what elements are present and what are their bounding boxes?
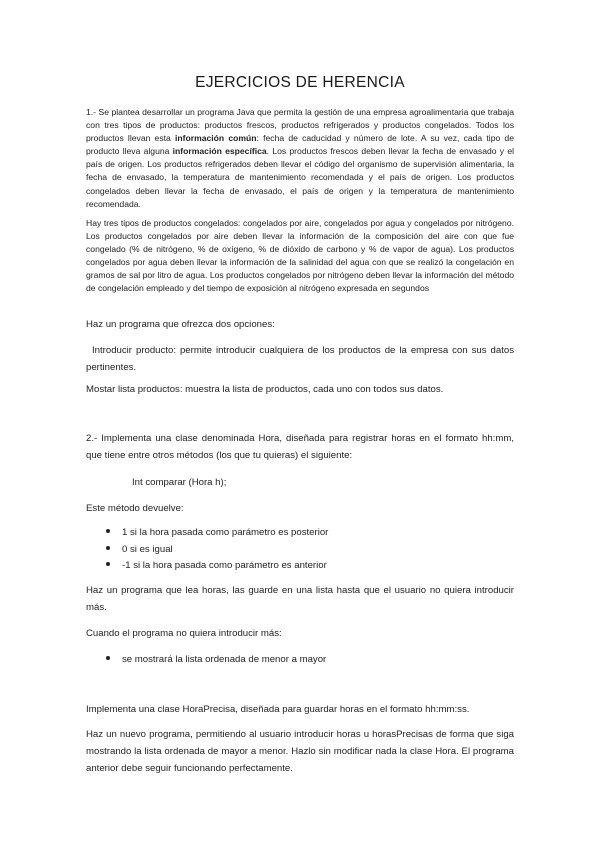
list-item (106, 651, 326, 668)
returns-heading: Este método devuelve: (86, 503, 184, 514)
bullet-icon (106, 562, 110, 566)
hora-precisa-paragraph: Implementa una clase HoraPrecisa, diseñada para guardar horas en el formato hh:mm:ss. (86, 704, 470, 715)
bullet-icon (106, 529, 110, 533)
bold-common-info: información común (175, 133, 257, 144)
page-title: EJERCICIOS DE HERENCIA (195, 74, 405, 91)
bullet-text: -1 si la hora pasada como parámetro es anterior (122, 560, 327, 571)
read-hours-paragraph: Haz un programa que lea horas, las guarde en una lista hasta que el usuario no quiera introducir más. (86, 585, 514, 614)
intro-text-d: . Los productos frescos deben llevar la fecha de envasado y el país de origen. Los productos refrigerados deben llevar el código del organismo de supervisión alimentaria, la fecha de envasado, la temperatura de mantenimiento recomendada y el país de origen. Los productos congelados deben llevar la fecha de envasado, el país de origen y la temperatura de mantenimiento recomendada. (86, 146, 515, 209)
exercise1-intro (86, 106, 514, 211)
options-heading: Haz un programa que ofrezca dos opciones: (86, 319, 275, 330)
bullet-text: 0 si es igual (122, 544, 173, 555)
bullet-icon (106, 656, 110, 660)
intro-text-c: : fecha de caducidad y número de lote. A su vez, cada tipo de producto lleva alguna (86, 133, 514, 157)
list-item (106, 524, 328, 541)
list-item (106, 541, 173, 558)
frozen-types-paragraph: Hay tres tipos de productos congelados: congelados por aire, congelados por agua y congelados por nitrógeno. Los productos congelados por aire deben llevar la información de la composición del aire con que fue congelado (% de nitrógeno, % de oxígeno, % de dióxido de carbono y % de vapor de agua). Los productos congelados por agua deben llevar la información de la salinidad del agua con que se realizó la congelación en gramos de sal por litro de agua. Los productos congelados por nitrógeno deben llevar la información del método de congelación empleado y del tiempo de exposición al nitrógeno expresada en segundos (86, 218, 514, 294)
exercise2-intro: 2.- Implementa una clase denominada Hora, diseñada para registrar horas en el formato hh:mm, que tiene entre otros métodos (los que tu quieras) el siguiente: (86, 433, 514, 462)
method-signature: Int comparar (Hora h); (132, 477, 227, 488)
option-introduce-product: Introducir producto: permite introducir cualquiera de los productos de la empresa con sus datos pertinentes. (86, 345, 514, 374)
bold-specific-info: información específica (172, 146, 267, 157)
option-show-list: Mostar lista productos: muestra la lista de productos, cada uno con todos sus datos. (86, 384, 444, 395)
bullet-text: se mostrará la lista ordenada de menor a mayor (122, 654, 327, 665)
bullet-icon (106, 546, 110, 550)
intro-text-a: 1.- Se plantea desarrollar un programa Java que permita la gestión de una empresa agroalimentaria que trabaja con tres tipos de productos: productos frescos, productos refrigerados y productos congelados. Todos los productos llevan esta (86, 107, 514, 144)
new-program-paragraph: Haz un nuevo programa, permitiendo al usuario introducir horas u horasPrecisas de forma que siga mostrando la lista ordenada de mayor a menor. Hazlo sin modificar nada la clase Hora. El programa anterior debe seguir funcionando perfectamente. (86, 729, 514, 775)
list-item (106, 557, 327, 574)
when-stop-heading: Cuando el programa no quiera introducir más: (86, 628, 282, 639)
bullet-text: 1 si la hora pasada como parámetro es posterior (122, 527, 329, 538)
